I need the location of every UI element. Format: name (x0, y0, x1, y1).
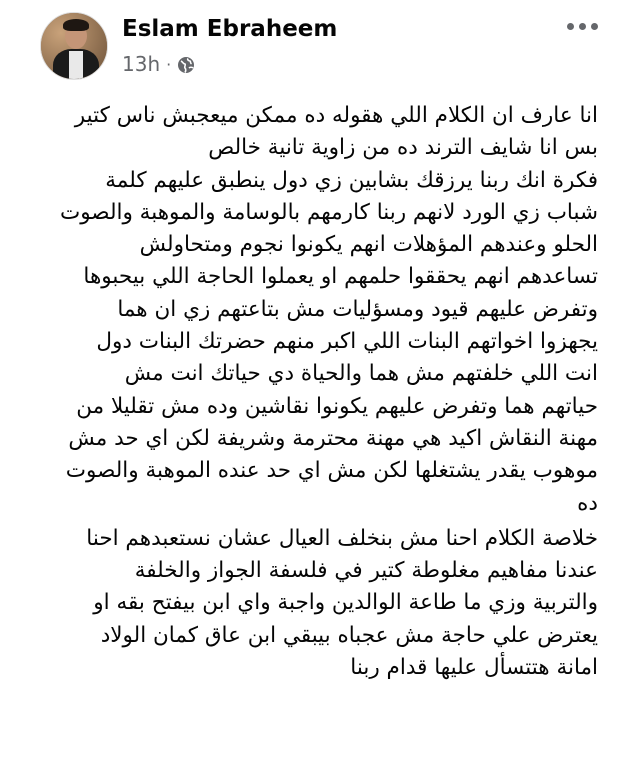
post-text-line: بس انا شايف الترند ده من زاوية تانية خالص (208, 135, 598, 161)
post-text-line: ده (577, 490, 598, 516)
post-text-line: مهنة النقاش اكيد هي مهنة محترمة وشريفة لكن اي حد مش (68, 425, 598, 451)
post-text-line: يجهزوا اخواتهم البنات اللي اكبر منهم حضرتك البنات دول (96, 329, 598, 355)
post-text-line: يعترض علي حاجة مش عجباه بيبقي ابن عاق كمان الولاد (100, 622, 598, 648)
post-text-line: امانة هتتسأل عليها قدام ربنا (350, 655, 598, 681)
post-timestamp[interactable]: 13h (122, 52, 161, 76)
post-text-line: خلاصة الكلام احنا مش بنخلف العيال عشان نستعبدهم احنا (86, 525, 598, 551)
post-text-line: الحلو وعندهم المؤهلات انهم يكونوا نجوم ومتحاولش (139, 232, 598, 258)
post-text-line: وتفرض عليهم قيود ومسؤليات مش بتاعتهم زي ان هما (117, 296, 598, 322)
post-meta (122, 52, 195, 76)
post-text-line: فكرة انك ربنا يرزقك بشابين زي دول ينطبق عليهم كلمة (105, 167, 598, 193)
globe-icon[interactable] (177, 55, 195, 73)
meta-separator: · (166, 54, 172, 74)
more-horizontal-icon (591, 23, 598, 30)
post-text-line: شباب زي الورد لانهم ربنا كارمهم بالوسامة والموهبة والصوت (59, 199, 598, 225)
more-horizontal-icon (567, 23, 574, 30)
post-text-line: حياتهم هما وتفرض عليهم يكونوا نقاشين وده مش تقليلا من (76, 393, 598, 419)
post-text (8, 100, 598, 684)
more-options-button[interactable] (564, 14, 600, 38)
post-text-line: والتربية وزي ما طاعة الوالدين واجبة واي ابن بيفتح بقه او (93, 590, 598, 616)
post-text-line: انا عارف ان الكلام اللي هقوله ده ممكن ميعجبش ناس كتير (74, 103, 598, 128)
post-text-line: عندنا مفاهيم مغلوطة كتير في فلسفة الجواز والخلفة (134, 558, 598, 584)
post-text-line: تساعدهم انهم يحققوا حلمهم او يعملوا الحاجة اللي بيحبوها (83, 264, 598, 290)
post-text-line: انت اللي خلفتهم مش هما والحياة دي حياتك انت مش (124, 361, 598, 387)
post-text-line: موهوب يقدر يشتغلها لكن مش اي حد عنده الموهبة والصوت (65, 458, 598, 484)
author-avatar[interactable] (40, 12, 108, 80)
more-horizontal-icon (579, 23, 586, 30)
post-header (40, 12, 600, 82)
author-name[interactable]: Eslam Ebraheem (122, 16, 338, 42)
